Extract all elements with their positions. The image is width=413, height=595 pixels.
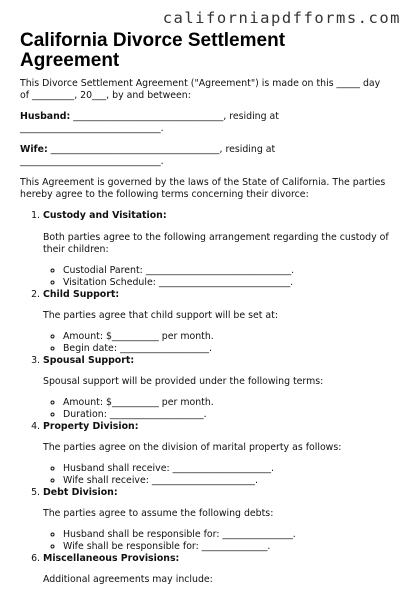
- watermark: californiapdfforms.com: [162, 9, 401, 27]
- section-child-support: [43, 289, 392, 355]
- sections-list: [20, 210, 392, 586]
- section-spousal-support: [43, 355, 392, 421]
- intro-paragraph: This Divorce Settlement Agreement ("Agreement") is made on this _____ day of _________, 20___, by and between:: [20, 78, 381, 101]
- section-debt-division: [43, 487, 392, 553]
- section-description: The parties agree that child support will be set at:: [43, 310, 279, 321]
- list-item: ◦ Begin date: ___________________.: [63, 343, 392, 355]
- husband-text: ________________________________, residing at ______________________________.: [20, 111, 279, 134]
- list-item: ◦ Amount: $__________ per month.: [63, 397, 392, 409]
- section-items: [43, 265, 392, 289]
- list-item: ◦ Husband shall be responsible for: _______________.: [63, 529, 392, 541]
- section-items: [43, 529, 392, 553]
- list-item: ◦ Visitation Schedule: ____________________________.: [63, 277, 392, 289]
- section-heading: 3. Spousal Support:: [43, 355, 135, 366]
- section-description: The parties agree to assume the following debts:: [43, 508, 274, 519]
- list-item: ◦ Wife shall receive: ______________________.: [63, 475, 392, 487]
- document-body: [20, 78, 392, 595]
- wife-text: ____________________________________, residing at ______________________________.: [20, 144, 276, 167]
- section-heading: 5. Debt Division:: [43, 487, 118, 498]
- section-description: Both parties agree to the following arrangement regarding the custody of their children:: [43, 232, 389, 255]
- list-item: ◦ Husband shall receive: _____________________.: [63, 463, 392, 475]
- section-description: The parties agree on the division of marital property as follows:: [43, 442, 342, 453]
- husband-label: Husband:: [20, 111, 71, 122]
- section-custody: [43, 210, 392, 289]
- section-heading: 2. Child Support:: [43, 289, 120, 300]
- section-heading: 1. Custody and Visitation:: [43, 210, 167, 221]
- list-item: ◦ Amount: $__________ per month.: [63, 331, 392, 343]
- section-miscellaneous: [43, 553, 392, 586]
- section-items: [43, 331, 392, 355]
- section-heading: 4. Property Division:: [43, 421, 139, 432]
- wife-line: [20, 144, 392, 168]
- governing-law-paragraph: This Agreement is governed by the laws of the State of California. The parties hereby agree to the following terms concerning their divorce:: [20, 177, 386, 200]
- section-description: Additional agreements may include:: [43, 574, 213, 585]
- section-property-division: [43, 421, 392, 487]
- list-item: ◦ Duration: ____________________.: [63, 409, 392, 421]
- section-items: [43, 463, 392, 487]
- section-items: [43, 397, 392, 421]
- list-item: ◦ Custodial Parent: _______________________________.: [63, 265, 392, 277]
- document-title: California Divorce Settlement Agreement: [20, 30, 286, 71]
- section-description: Spousal support will be provided under the following terms:: [43, 376, 324, 387]
- list-item: ◦ Wife shall be responsible for: ______________.: [63, 541, 392, 553]
- section-heading: 6. Miscellaneous Provisions:: [43, 553, 180, 564]
- wife-label: Wife:: [20, 144, 48, 155]
- husband-line: [20, 111, 392, 135]
